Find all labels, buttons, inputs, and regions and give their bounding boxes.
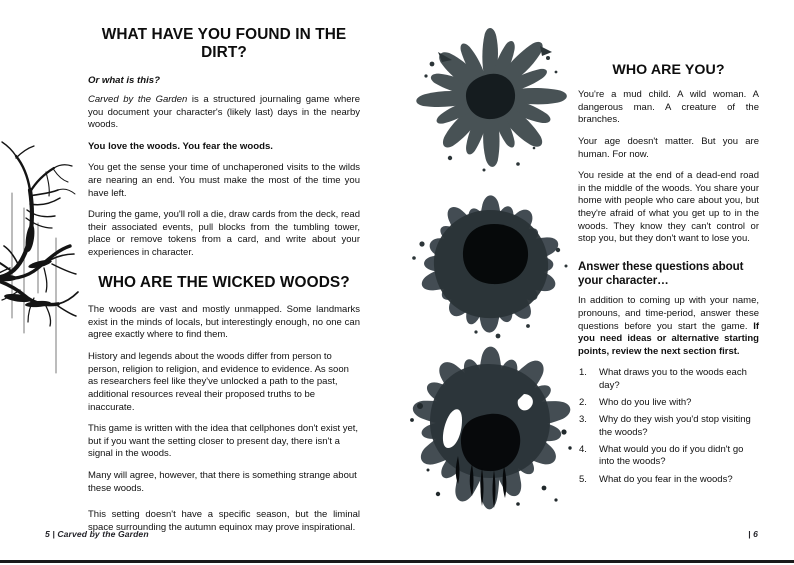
- questions-intro: [578, 295, 759, 358]
- woods-paragraph-3: This game is written with the idea that cellphones don't exist yet, but if you want the setting closer to present day, there isn't a signal in the woods.: [88, 423, 359, 460]
- questions-intro-bold: If you need ideas or alternative starting points, review the next section first.: [578, 320, 759, 357]
- intro-paragraph: [88, 94, 360, 132]
- ink-flower-blot-1: [398, 18, 583, 194]
- paragraph-during-the-game: During the game, you'll roll a die, draw cards from the deck, read their associated events, pull blocks from the tumbling tower, place or remove tokens from a card, and write about your experiences in character.: [88, 209, 360, 259]
- woods-paragraph-4: Many will agree, however, that there is something strange about these woods.: [88, 470, 357, 494]
- list-item: [578, 414, 759, 439]
- right-page-column: [578, 62, 759, 491]
- footer-left-page-label: 5 | Carved by the Garden: [45, 529, 149, 539]
- list-item: [578, 367, 759, 392]
- page-title-who-are-you: WHO ARE YOU?: [612, 62, 725, 78]
- list-item-number: 4.: [579, 444, 587, 456]
- woods-paragraph-2: History and legends about the woods differ from person to person, religion to religion, and evidence to evidence. As soon as researchers feel like they've unlocked a path to the past, additional resources reveal their proposed truths to be inaccurate.: [88, 351, 349, 413]
- who-paragraph-1: You're a mud child. A wild woman. A dangerous man. A creature of the branches.: [578, 89, 759, 126]
- woods-paragraph-1: The woods are vast and mostly unmapped. Some landmarks exist in the minds of locals, but interestingly enough, no one can agree exactly where to find them.: [88, 304, 360, 341]
- character-questions-list: [578, 367, 759, 486]
- love-fear-line: You love the woods. You fear the woods.: [88, 140, 273, 152]
- list-item: [578, 474, 759, 486]
- page-title-wicked-woods: WHO ARE THE WICKED WOODS?: [98, 273, 350, 291]
- game-title-italic: Carved by the Garden: [88, 93, 188, 105]
- list-item-number: 2.: [579, 397, 587, 409]
- tree-branch-illustration: [0, 118, 80, 408]
- footer-divider-rule: [0, 560, 794, 563]
- list-item-text: Why do they wish you'd stop visiting the woods?: [599, 414, 751, 438]
- list-item: [578, 397, 759, 409]
- footer-right-page-label: | 6: [748, 529, 758, 539]
- ink-flower-blot-3: [398, 336, 583, 526]
- intro-rest-text: is a structured journaling game where you document your character's (likely last) days in the nearby woods.: [88, 93, 360, 131]
- who-paragraph-2: Your age doesn't matter. But you are human. For now.: [578, 135, 759, 160]
- list-item-number: 3.: [579, 414, 587, 426]
- page-title-dirt: WHAT HAVE YOU FOUND IN THE DIRT?: [101, 26, 347, 62]
- list-item-text: What do you fear in the woods?: [599, 473, 733, 485]
- ink-flower-blot-2: [398, 184, 583, 356]
- subheading-or-what-is-this: Or what is this?: [88, 74, 160, 86]
- ink-blot-illustration-column: [398, 18, 583, 510]
- list-item-number: 1.: [579, 367, 587, 379]
- list-item-text: Who do you live with?: [599, 397, 692, 409]
- woods-paragraph-5: This setting doesn't have a specific season, but the liminal space surrounding the autumn equinox may prove inspirational.: [88, 509, 360, 533]
- left-page-column: [88, 26, 360, 544]
- list-item-number: 5.: [579, 473, 587, 485]
- who-paragraph-3: You reside at the end of a dead-end road in the middle of the woods. You share your home with people who care about you, but they're afraid of what you get up to in the woods. They know they can't control or stop you, but they don't want to lose you.: [578, 170, 759, 245]
- list-item: [578, 444, 759, 469]
- list-item-text: What draws you to the woods each day?: [599, 367, 747, 391]
- questions-heading: Answer these questions about your character…: [578, 259, 744, 287]
- list-item-text: What would you do if you didn't go into the woods?: [599, 444, 744, 468]
- questions-intro-normal: In addition to coming up with your name, pronouns, and time-period, answer these questions before you start the game.: [578, 295, 759, 332]
- paragraph-unchaperoned: You get the sense your time of unchaperoned visits to the wilds are nearing an end. You must make the most of the time you have left.: [88, 162, 360, 199]
